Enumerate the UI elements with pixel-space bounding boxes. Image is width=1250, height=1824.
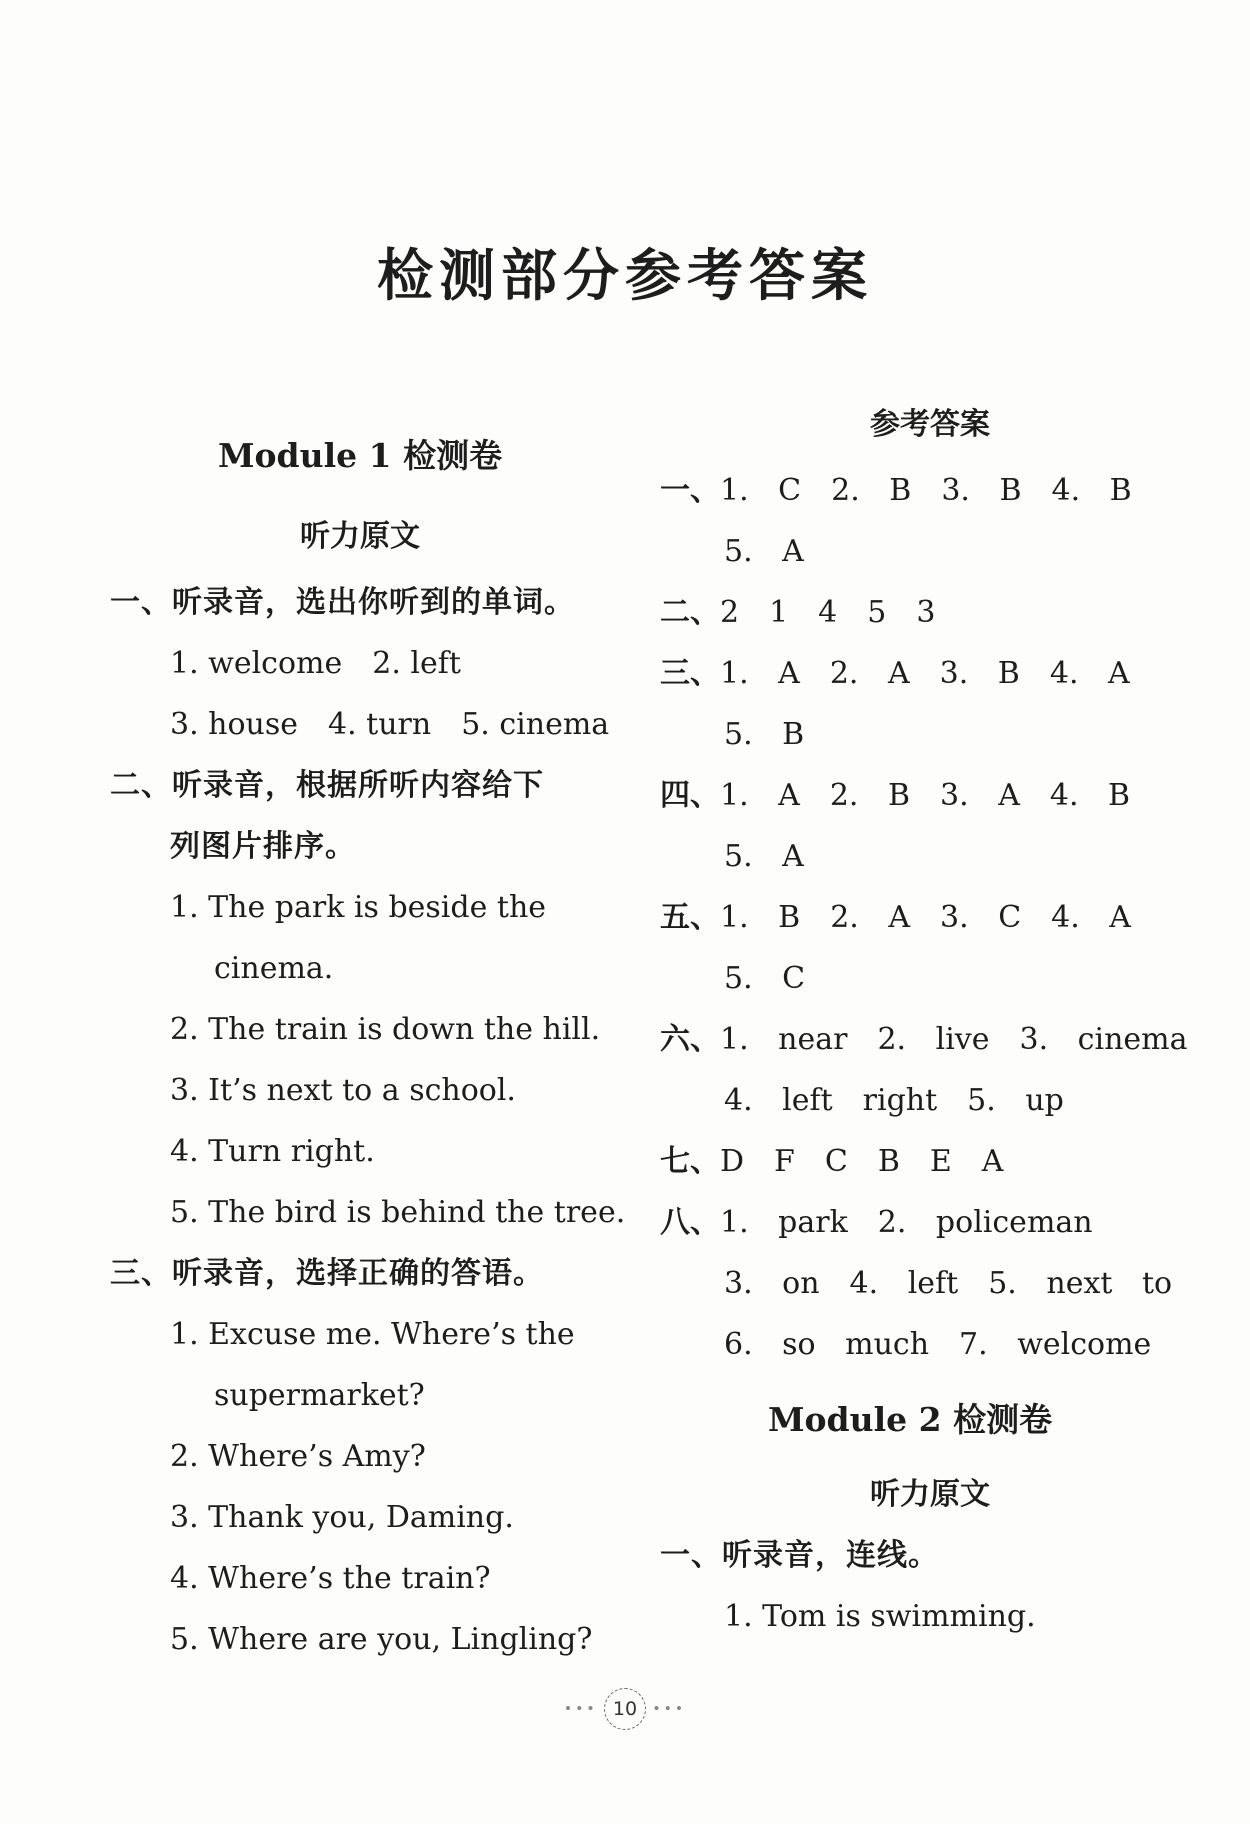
answer-line: [660, 887, 1180, 948]
section2-line: 3. It’s next to a school.: [170, 1073, 516, 1108]
answer-number: 七、: [660, 1144, 720, 1179]
answer-line: [660, 643, 1180, 704]
answer-line: 5. A: [724, 534, 804, 569]
section3-line: 2. Where’s Amy?: [170, 1439, 426, 1474]
footer-ornament-left: •••: [563, 1701, 598, 1718]
answer-line: [660, 582, 1180, 643]
module2-title: Module 2 检测卷: [768, 1400, 1053, 1439]
answer-line: 6. so much 7. welcome: [724, 1327, 1152, 1362]
page-title: 检测部分参考答案: [377, 243, 873, 309]
right-column: [660, 400, 1188, 1647]
module2-listening-title: 听力原文: [870, 1477, 990, 1512]
answer-number: 一、: [660, 473, 720, 508]
section2-line: 1. The park is beside the: [170, 890, 547, 925]
answer-number: 六、: [660, 1022, 720, 1057]
answer-line: 5. B: [724, 717, 805, 752]
answer-line: [660, 765, 1180, 826]
section2-question: 二、听录音，根据所听内容给下: [110, 768, 544, 803]
answer-line: [660, 1009, 1188, 1070]
answer-number: 四、: [660, 778, 720, 813]
section3-line: supermarket?: [214, 1378, 425, 1413]
answer-text: 2 1 4 5 3: [720, 595, 936, 630]
answer-text: 1. near 2. live 3. cinema: [720, 1022, 1188, 1057]
answer-line: 4. left right 5. up: [724, 1083, 1064, 1118]
section3-line: 1. Excuse me. Where’s the: [170, 1317, 575, 1352]
section3-line: 5. Where are you, Lingling?: [170, 1622, 593, 1657]
answer-text: 1. A 2. A 3. B 4. A: [720, 656, 1130, 691]
section2-line: 4. Turn right.: [170, 1134, 375, 1169]
answer-line: [660, 1131, 1180, 1192]
answer-line: 3. on 4. left 5. next to: [724, 1266, 1173, 1301]
answer-line: [660, 460, 1180, 521]
page-number: 10: [604, 1688, 646, 1730]
section2-line: 2. The train is down the hill.: [170, 1012, 601, 1047]
section2-question-cont: 列图片排序。: [170, 829, 356, 864]
section3-line: 4. Where’s the train?: [170, 1561, 491, 1596]
answer-text: 1. B 2. A 3. C 4. A: [720, 900, 1131, 935]
answer-text: D F C B E A: [720, 1144, 1004, 1179]
answer-line: 5. C: [724, 961, 806, 996]
answer-number: 五、: [660, 900, 720, 935]
module1-title: Module 1 检测卷: [218, 436, 503, 475]
answer-text: 1. A 2. B 3. A 4. B: [720, 778, 1131, 813]
page-footer: [0, 1688, 1250, 1730]
answer-line: 5. A: [724, 839, 804, 874]
answer-text: 1. C 2. B 3. B 4. B: [720, 473, 1132, 508]
section3-question: 三、听录音，选择正确的答语。: [110, 1256, 544, 1291]
module2-question: 一、听录音，连线。: [660, 1538, 939, 1573]
answer-number: 八、: [660, 1205, 720, 1240]
module1-listening-title: 听力原文: [300, 519, 420, 554]
section2-line: 5. The bird is behind the tree.: [170, 1195, 626, 1230]
module2-line: 1. Tom is swimming.: [724, 1599, 1036, 1634]
answers-title: 参考答案: [870, 407, 990, 442]
section1-question: 一、听录音，选出你听到的单词。: [110, 585, 575, 620]
section2-line: cinema.: [214, 951, 334, 986]
answer-line: [660, 1192, 1180, 1253]
answer-number: 三、: [660, 656, 720, 691]
section1-line: 1. welcome 2. left: [170, 646, 461, 681]
footer-ornament-right: •••: [652, 1701, 687, 1718]
section3-line: 3. Thank you, Daming.: [170, 1500, 514, 1535]
answer-text: 1. park 2. policeman: [720, 1205, 1093, 1240]
answer-number: 二、: [660, 595, 720, 630]
left-column: [110, 430, 626, 1670]
section1-line: 3. house 4. turn 5. cinema: [170, 707, 610, 742]
